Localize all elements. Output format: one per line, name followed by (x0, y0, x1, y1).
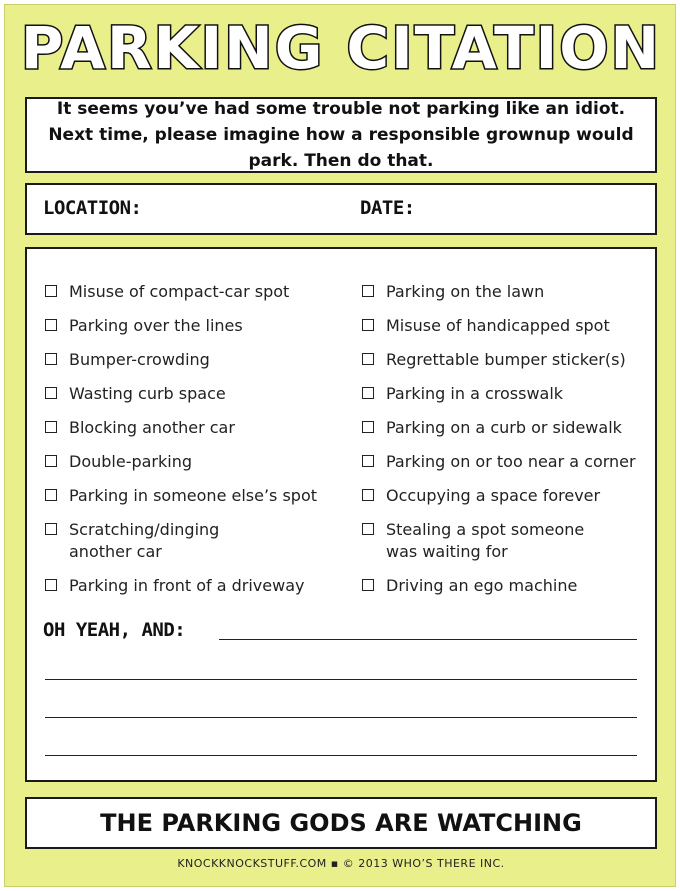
violation-item[interactable] (362, 417, 647, 439)
violation-label: Parking on or too near a corner (386, 452, 636, 471)
oh-yeah-label: OH YEAH, AND: (43, 619, 186, 641)
violation-label: Regrettable bumper sticker(s) (386, 350, 626, 369)
violation-label: Wasting curb space (69, 384, 226, 403)
checkbox[interactable] (45, 523, 57, 535)
notes-line[interactable] (45, 717, 637, 718)
notes-line[interactable] (45, 679, 637, 680)
checkbox[interactable] (362, 523, 374, 535)
violation-label: Stealing a spot someone was waiting for (386, 520, 585, 561)
violation-label: Parking on the lawn (386, 282, 545, 301)
checkbox[interactable] (362, 319, 374, 331)
checkbox[interactable] (45, 455, 57, 467)
violation-label: Parking in front of a driveway (69, 576, 305, 595)
violation-item[interactable] (45, 281, 335, 303)
violation-label: Parking over the lines (69, 316, 243, 335)
notes-line[interactable] (219, 639, 637, 640)
intro-text: It seems you’ve had some trouble not parking like an idiot. Next time, please imagine how a responsible grownup would park. Then do that. (48, 99, 634, 171)
checkbox[interactable] (45, 421, 57, 433)
violation-label: Bumper-crowding (69, 350, 210, 369)
violation-item[interactable] (45, 383, 335, 405)
violation-label: Occupying a space forever (386, 486, 601, 505)
violation-label: Double-parking (69, 452, 193, 471)
violation-label: Parking in a crosswalk (386, 384, 564, 403)
checkbox[interactable] (362, 353, 374, 365)
checkbox[interactable] (362, 579, 374, 591)
date-label: DATE: (360, 197, 415, 219)
violation-item[interactable] (362, 451, 647, 473)
violation-item[interactable] (362, 519, 612, 563)
checkbox[interactable] (362, 285, 374, 297)
checkbox[interactable] (362, 455, 374, 467)
violation-item[interactable] (45, 451, 335, 473)
checkbox[interactable] (45, 387, 57, 399)
violation-item[interactable] (45, 519, 235, 563)
location-label: LOCATION: (43, 197, 142, 219)
notes-line[interactable] (45, 755, 637, 756)
checkbox[interactable] (45, 353, 57, 365)
violation-item[interactable] (362, 383, 647, 405)
violation-label: Driving an ego machine (386, 576, 578, 595)
checkbox[interactable] (362, 387, 374, 399)
violation-label: Parking in someone else’s spot (69, 486, 318, 505)
violation-label: Scratching/dinging another car (69, 520, 220, 561)
violation-item[interactable] (45, 485, 335, 507)
violation-label: Misuse of handicapped spot (386, 316, 610, 335)
violation-item[interactable] (362, 575, 647, 597)
violation-item[interactable] (45, 417, 335, 439)
violation-label: Misuse of compact-car spot (69, 282, 290, 301)
violation-item[interactable] (362, 485, 647, 507)
checkbox[interactable] (45, 579, 57, 591)
checkbox[interactable] (362, 489, 374, 501)
violation-item[interactable] (362, 281, 647, 303)
page-title: PARKING CITATION (20, 14, 662, 82)
location-date-box (25, 183, 657, 235)
violation-item[interactable] (362, 349, 647, 371)
checkbox[interactable] (45, 285, 57, 297)
checkbox[interactable] (362, 421, 374, 433)
checkbox[interactable] (45, 489, 57, 501)
violation-item[interactable] (45, 315, 335, 337)
violation-label: Blocking another car (69, 418, 235, 437)
copyright-text: KNOCKKNOCKSTUFF.COM ▪ © 2013 WHO’S THERE INC. (177, 857, 505, 870)
intro-box (25, 97, 657, 173)
violations-box (25, 247, 657, 782)
violation-item[interactable] (45, 575, 335, 597)
footer-banner (25, 797, 657, 849)
footer-banner-text: THE PARKING GODS ARE WATCHING (100, 809, 582, 837)
violation-item[interactable] (45, 349, 335, 371)
citation-pad (4, 4, 676, 887)
violation-item[interactable] (362, 315, 647, 337)
checkbox[interactable] (45, 319, 57, 331)
violation-label: Parking on a curb or sidewalk (386, 418, 622, 437)
